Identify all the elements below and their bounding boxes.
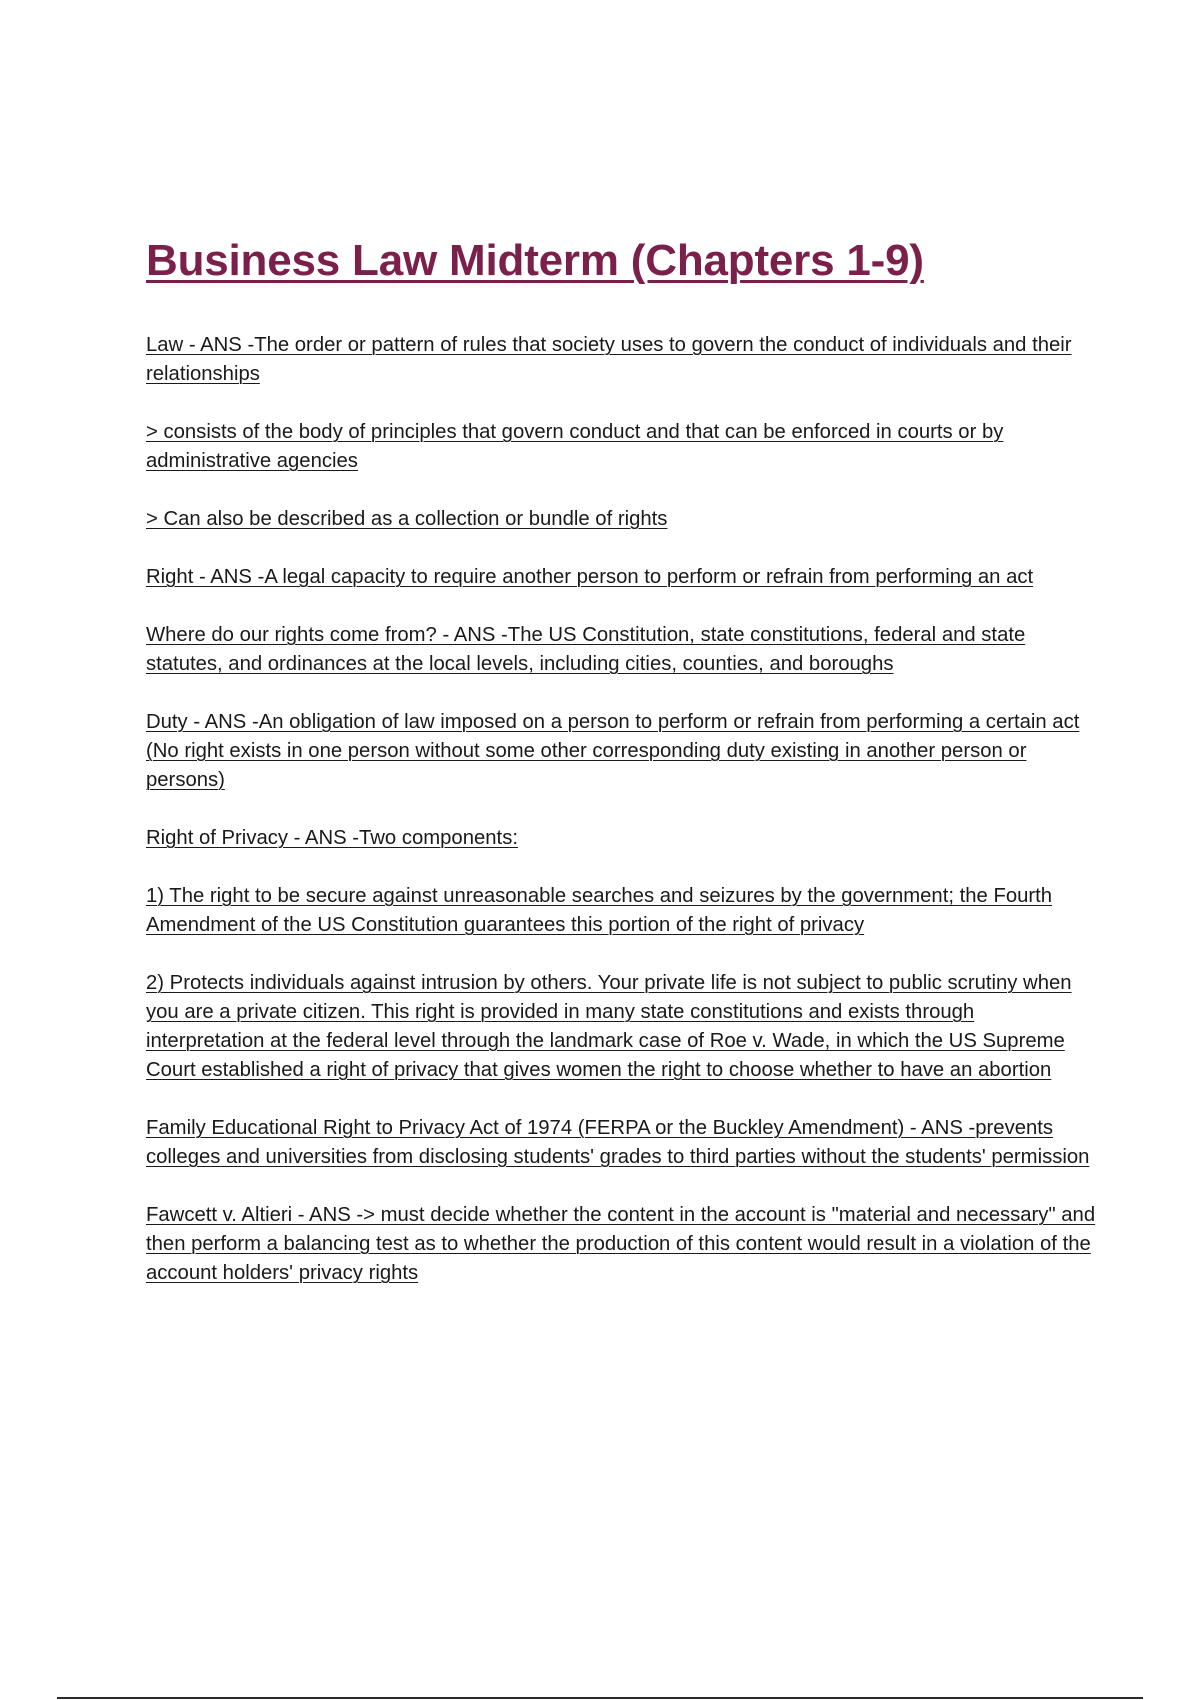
definition-right-of-privacy: Right of Privacy - ANS -Two components: (146, 827, 518, 849)
definition-ferpa: Family Educational Right to Privacy Act of 1974 (FERPA or the Buckley Amendment) - ANS -prevents colleges and universities from disclosing students' grades to third parties without the students' permission (146, 1117, 1090, 1168)
privacy-component-2: 2) Protects individuals against intrusion by others. Your private life is not subject to public scrutiny when you are a private citizen. This right is provided in many state constitutions and exists through interpretation at the federal level through the landmark case of Roe v. Wade, in which the US Supreme Court established a right of privacy that gives women the right to choose whether to have an abortion (146, 972, 1072, 1081)
page-bottom-divider (57, 1697, 1143, 1699)
definition-right: Right - ANS -A legal capacity to require another person to perform or refrain from performing an act (146, 566, 1034, 588)
definition-rights-source: Where do our rights come from? - ANS -The US Constitution, state constitutions, federal and state statutes, and ordinances at the local levels, including cities, counties, and boroughs (146, 624, 1026, 675)
definition-duty-note: (No right exists in one person without some other corresponding duty existing in another person or persons) (146, 740, 1027, 791)
definition-duty: Duty - ANS -An obligation of law imposed on a person to perform or refrain from performing a certain act (146, 711, 1080, 733)
definition-law-detail-2: > Can also be described as a collection or bundle of rights (146, 508, 668, 530)
privacy-component-1: 1) The right to be secure against unreasonable searches and seizures by the government; the Fourth Amendment of the US Constitution guarantees this portion of the right of privacy (146, 885, 1053, 936)
document-content (146, 233, 1096, 1317)
case-fawcett-v-altieri: Fawcett v. Altieri - ANS -> must decide whether the content in the account is "material and necessary" and then perform a balancing test as to whether the production of this content would result in a violation of the account holders' privacy rights (146, 1204, 1096, 1284)
definition-law-detail-1: > consists of the body of principles that govern conduct and that can be enforced in courts or by administrative agencies (146, 421, 1004, 472)
page-title: Business Law Midterm (Chapters 1-9) (146, 236, 924, 285)
definition-law: Law - ANS -The order or pattern of rules that society uses to govern the conduct of individuals and their relationships (146, 334, 1072, 385)
